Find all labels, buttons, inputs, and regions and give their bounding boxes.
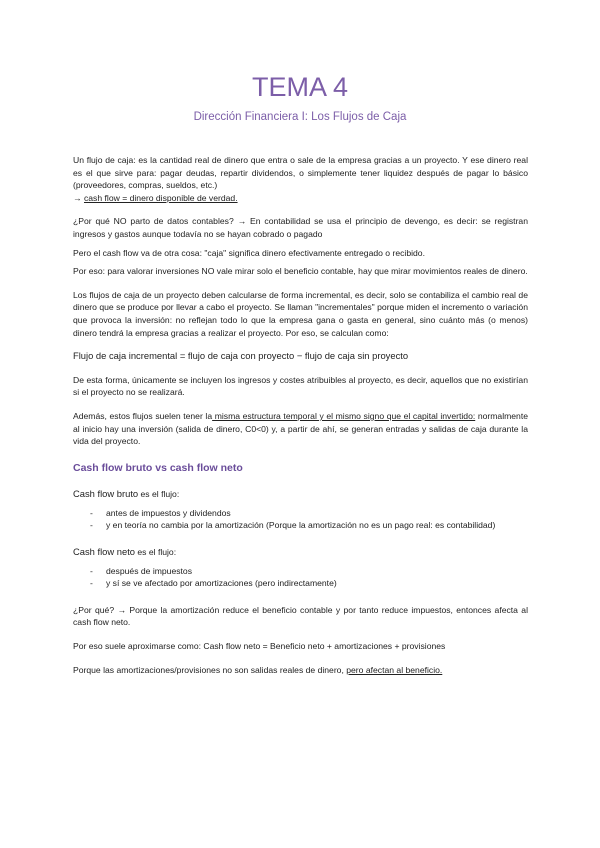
- attributable-paragraph: De esta forma, únicamente se incluyen los ingresos y costes atribuibles al proyecto, es decir, aquellos que no existirían si el proyecto no se realizará.: [73, 374, 528, 398]
- incremental-formula: Flujo de caja incremental = flujo de caja con proyecto − flujo de caja sin proyecto: [73, 350, 409, 362]
- intro-text: Un flujo de caja: es la cantidad real de dinero que entra o sale de la empresa gracias a un proyecto. Y ese dinero real es el que sirve para: pagar deudas, repartir dividendos, o simplemente tener liquidez después de pagar lo básico (proveedores, compras, sueldos, etc.): [73, 155, 528, 191]
- neto-lead-suffix: es el flujo:: [135, 547, 177, 558]
- cash-meaning: Pero el cash flow va de otra cosa: "caja" significa dinero efectivamente entregado o recibido.: [73, 247, 425, 258]
- list-item: [73, 577, 528, 590]
- accounting-conclusion: Por eso: para valorar inversiones NO vale mirar solo el beneficio contable, hay que mirar movimientos reales de dinero.: [73, 266, 528, 277]
- list-item: [73, 519, 528, 532]
- closing-paragraph: [73, 664, 528, 677]
- structure-suffix: normalmente al inicio hay una inversión (salida de dinero, C0<0) y, a partir de ahí, se generan entradas y salidas de caja durante la vida del proyecto.: [73, 410, 528, 447]
- bruto-lead: [73, 488, 528, 501]
- structure-underlined: misma estructura temporal y el mismo signo que el capital invertido:: [212, 410, 476, 421]
- neto-item-text: y sí se ve afectado por amortizaciones (pero indirectamente): [106, 578, 337, 589]
- why-paragraph: ¿Por qué? → Porque la amortización reduce el beneficio contable y por tanto reduce impuestos, entonces afecta al cash flow neto.: [73, 604, 528, 628]
- intro-paragraph: [73, 154, 528, 204]
- dash-bullet: -: [90, 507, 93, 518]
- bruto-term: Cash flow bruto: [73, 488, 139, 500]
- structure-prefix: Además, estos flujos suelen tener la: [73, 410, 213, 421]
- neto-lead: [73, 546, 528, 559]
- page-subtitle: Dirección Financiera I: Los Flujos de Caja: [193, 111, 407, 123]
- structure-paragraph: [73, 410, 528, 448]
- dash-bullet: -: [90, 565, 93, 576]
- document-body: [73, 154, 528, 676]
- cash-flow-definition: cash flow = dinero disponible de verdad.: [83, 192, 238, 203]
- dash-bullet: -: [90, 578, 93, 589]
- neto-list: [73, 565, 528, 590]
- list-item: [73, 565, 528, 578]
- approx-formula: Por eso suele aproximarse como: Cash flow neto = Beneficio neto + amortizaciones + provisiones: [73, 641, 446, 652]
- arrow-glyph: →: [73, 192, 82, 203]
- section-title: Cash flow bruto vs cash flow neto: [73, 461, 243, 474]
- closing-underlined: pero afectan al beneficio.: [346, 664, 443, 675]
- page-title: TEMA 4: [251, 72, 349, 102]
- list-item: [73, 507, 528, 520]
- bruto-lead-suffix: es el flujo:: [138, 489, 180, 500]
- neto-item-text: después de impuestos: [106, 565, 192, 576]
- incremental-paragraph: Los flujos de caja de un proyecto deben calcularse de forma incremental, es decir, solo se contabiliza el cambio real de dinero que se produce por llevar a cabo el proyecto. Se llaman "incrementales" porque miden el incremento o variación que provoca la inversión: no reflejan todo lo que la empresa gana o gasta en general, sino cuánto más (o menos) dinero tendrá la empresa gracias a realizar el proyecto. Por eso, se calculan como:: [73, 289, 528, 338]
- dash-bullet: -: [90, 520, 93, 531]
- bruto-item-text: antes de impuestos y dividendos: [106, 507, 231, 518]
- neto-term: Cash flow neto: [73, 546, 136, 558]
- bruto-list: [73, 507, 528, 532]
- bruto-item-text: y en teoría no cambia por la amortización (Porque la amortización no es un pago real: es contabilidad): [106, 520, 496, 531]
- closing-prefix: Porque las amortizaciones/provisiones no son salidas reales de dinero,: [73, 664, 347, 675]
- accounting-question: ¿Por qué NO parto de datos contables? → En contabilidad se usa el principio de devengo, es decir: se registran ingresos y gastos aunque todavía no se hayan cobrado o pagado: [73, 216, 528, 239]
